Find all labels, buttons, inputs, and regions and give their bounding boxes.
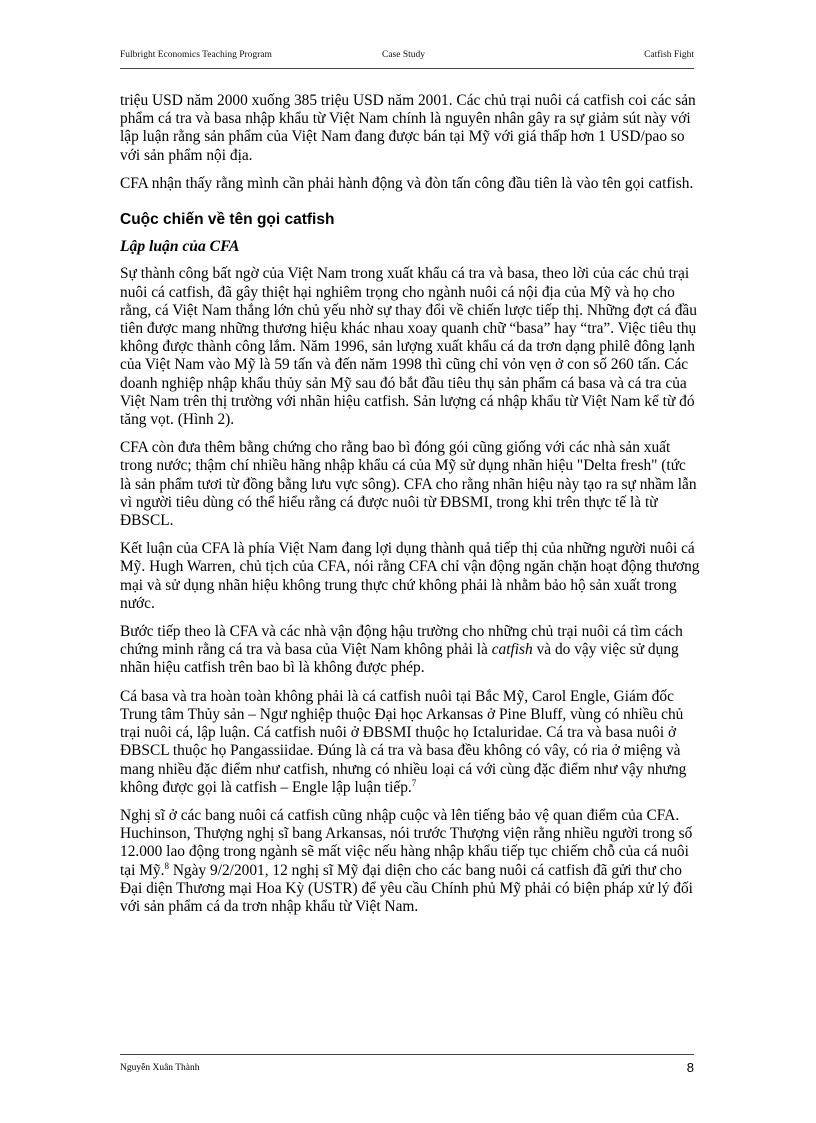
page-number: 8 bbox=[686, 1060, 694, 1075]
footer-author: Nguyễn Xuân Thành bbox=[120, 1063, 200, 1073]
paragraph-6-text-start: Bước tiếp theo là CFA và các nhà vận động hậu trường cho những chủ trại nuôi cá tìm cách chứng minh rằng cá tra và basa của Việt Nam không phải là bbox=[120, 623, 683, 659]
header-title: Catfish Fight bbox=[644, 50, 694, 60]
header-divider bbox=[120, 68, 694, 69]
paragraph-2: CFA nhận thấy rằng mình cần phải hành động và đòn tấn công đầu tiên là vào tên gọi catfish. bbox=[120, 174, 694, 192]
paragraph-6-text-end: và do vậy việc sử dụng nhãn hiệu catfish trên bao bì là không được phép. bbox=[120, 641, 679, 677]
paragraph-1: triệu USD năm 2000 xuống 385 triệu USD năm 2001. Các chủ trại nuôi cá catfish coi các sản phẩm cá tra và basa nhập khẩu từ Việt Nam chính là nguyên nhân gây ra sự giảm sút này với lập luận rằng sản phẩm của Việt Nam đang được bán tại Mỹ với giá thấp hơn 1 USD/pao so với sản phẩm nội địa. bbox=[120, 92, 696, 164]
header-program: Fulbright Economics Teaching Program bbox=[120, 50, 272, 60]
section-title: Cuộc chiến về tên gọi catfish bbox=[120, 211, 335, 229]
paragraph-8 bbox=[120, 807, 700, 916]
header-case-study: Case Study bbox=[382, 50, 426, 60]
paragraph-6 bbox=[120, 623, 700, 678]
document-body bbox=[120, 92, 700, 926]
subsection-title: Lập luận của CFA bbox=[120, 238, 240, 256]
paragraph-3: Sự thành công bất ngờ của Việt Nam trong xuất khẩu cá tra và basa, theo lời của các chủ trại nuôi cá catfish, đã gây thiệt hại nghiêm trọng cho ngành nuôi cá nội địa của Mỹ và họ cho rằng, cá Việt Nam thắng lớn chủ yếu nhờ sự thay đổi về chiến lược tiếp thị. Những đợt cá đầu tiên được mang những thương hiệu khác nhau xoay quanh chữ “basa” hay “tra”. Việc tiêu thụ không được thành công lắm. Năm 1996, sản lượng xuất khẩu cá da trơn dạng philê đông lạnh của Việt Nam vào Mỹ là 59 tấn và đến năm 1998 thì cũng chỉ vỏn vẹn ở con số 260 tấn. Các doanh nghiệp nhập khẩu thủy sản Mỹ sau đó bắt đầu tiêu thụ sản phẩm cá basa và cá tra của Việt Nam trên thị trường với nhãn hiệu catfish. Sản lượng cá nhập khẩu từ Việt Nam kể từ đó tăng vọt. (Hình 2). bbox=[120, 265, 697, 429]
paragraph-5: Kết luận của CFA là phía Việt Nam đang lợi dụng thành quả tiếp thị của những người nuôi cá Mỹ. Hugh Warren, chủ tịch của CFA, nói rằng CFA chỉ vận động ngăn chặn hoạt động thương mại và sử dụng nhãn hiệu không trung thực chứ không phải là nhằm bảo hộ sản xuất trong nước. bbox=[120, 540, 700, 612]
paragraph-6-italic-term: catfish bbox=[491, 641, 533, 659]
paragraph-8-text-end: Ngày 9/2/2001, 12 nghị sĩ Mỹ đại diện cho các bang nuôi cá catfish đã gửi thư cho Đại diện Thương mại Hoa Kỳ (USTR) để yêu cầu Chính phủ Mỹ phải có biện pháp xử lý đối với sản phẩm cá da trơn nhập khẩu từ Việt Nam. bbox=[120, 861, 693, 915]
paragraph-8-text-start: Nghị sĩ ở các bang nuôi cá catfish cũng nhập cuộc và lên tiếng bảo vệ quan điểm của CFA. Huchinson, Thượng nghị sĩ bang Arkansas, nói trước Thượng viện rằng nhiều người trong số 12.000 lao động trong ngành sẽ mất việc nếu hàng nhập khẩu tiếp tục chiếm chỗ của cá nuôi tại Mỹ. bbox=[120, 806, 693, 879]
footnote-marker-7: 7 bbox=[411, 777, 417, 788]
footer-divider bbox=[120, 1054, 694, 1055]
paragraph-4: CFA còn đưa thêm bằng chứng cho rằng bao bì đóng gói cũng giống với các nhà sản xuất trong nước; thậm chí nhiều hãng nhập khẩu cá của Mỹ sử dụng nhãn hiệu "Delta fresh" (tức là sản phẩm tươi từ đồng bằng lưu vực sông). CFA cho rằng nhãn hiệu này tạo ra sự nhầm lẫn vì người tiêu dùng có thể hiểu rằng cá được nuôi từ ĐBSMI, trong khi trên thực tế là từ ĐBSCL. bbox=[120, 439, 697, 530]
paragraph-7-text: Cá basa và tra hoàn toàn không phải là cá catfish nuôi tại Bắc Mỹ, Carol Engle, Giám đốc Trung tâm Thủy sản – Ngư nghiệp thuộc Đại học Arkansas ở Pine Bluff, vùng có nhiều chủ trại nuôi cá, lập luận. Cá catfish nuôi ở ĐBSMI thuộc họ Ictaluridae. Cá tra và basa nuôi ở ĐBSCL thuộc họ Pangassiidae. Đúng là cá tra và basa đều không có vây, có ria ở miệng và mang nhiều đặc điểm như catfish, nhưng có nhiều loại cá với cùng đặc điểm như vậy nhưng không được gọi là catfish – Engle lập luận tiếp. bbox=[120, 687, 687, 796]
paragraph-7 bbox=[120, 688, 700, 797]
footnote-marker-8: 8 bbox=[164, 860, 169, 871]
